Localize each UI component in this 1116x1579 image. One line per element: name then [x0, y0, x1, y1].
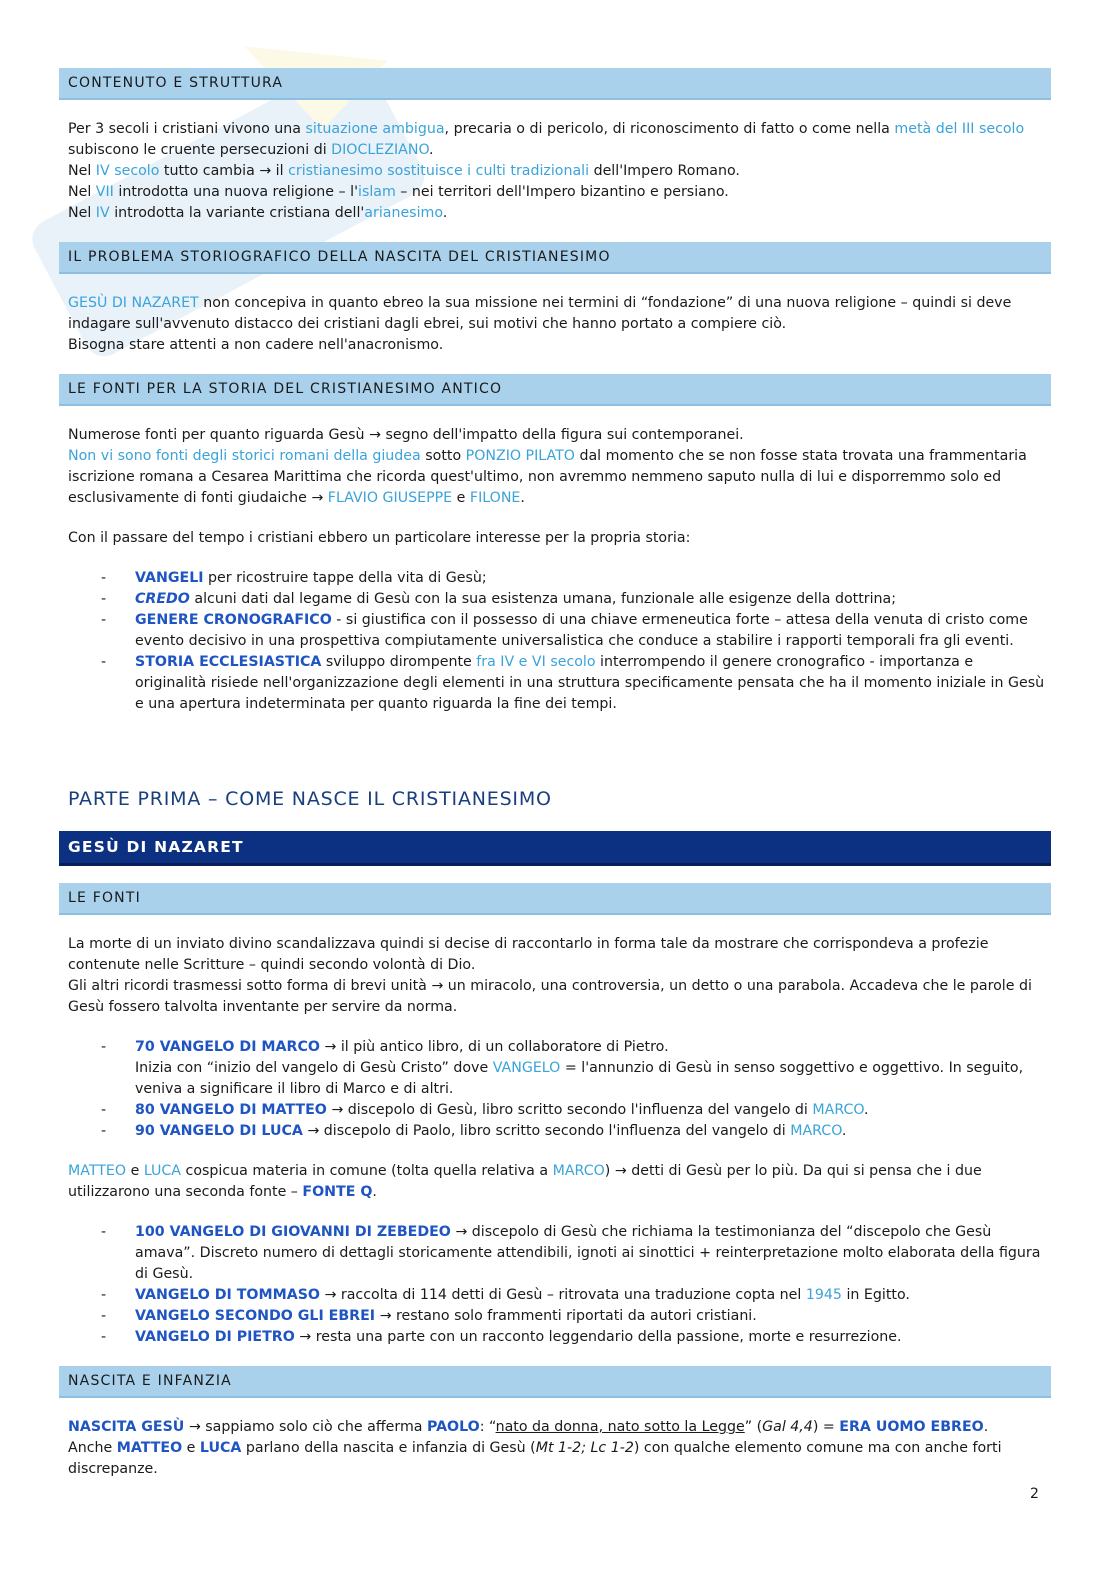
list-item: - 100 VANGELO DI GIOVANNI DI ZEBEDEO → discepolo di Gesù che richiama la testimonianza del “discepolo che Gesù amava”. Discreto numero di dettagli storicamente attendibili, ignoti ai sinottici + reinterpretazione molto elaborata della figura di Gesù.	[101, 1224, 1041, 1282]
list-item: - 80 VANGELO DI MATTEO → discepolo di Gesù, libro scritto secondo l'influenza del vangelo di MARCO.	[101, 1102, 869, 1118]
bullet-list-storia	[59, 568, 1051, 715]
bullet-list-altri-vangeli	[59, 1222, 1051, 1348]
list-item: - STORIA ECCLESIASTICA sviluppo dirompente fra IV e VI secolo interrompendo il genere cronografico - importanza e originalità risiede nell'organizzazione degli elementi in una struttura specificamente pensata che ha il momento iniziale in Gesù e una apertura indeterminata per quanto riguarda la fine dei tempi.	[101, 654, 1045, 712]
page-number: 2	[1030, 1486, 1039, 1502]
section-header-contenuto: CONTENUTO E STRUTTURA	[59, 68, 1051, 100]
paragraph: Con il passare del tempo i cristiani ebbero un particolare interesse per la propria storia:	[68, 530, 691, 546]
part-title: PARTE PRIMA – COME NASCE IL CRISTIANESIMO	[68, 788, 552, 810]
list-item: - 90 VANGELO DI LUCA → discepolo di Paolo, libro scritto secondo l'influenza del vangelo di MARCO.	[101, 1123, 847, 1139]
list-item: - VANGELO SECONDO GLI EBREI → restano solo frammenti riportati da autori cristiani.	[101, 1308, 757, 1324]
paragraph: Nel IV introdotta la variante cristiana dell'arianesimo.	[68, 205, 448, 221]
bullet-list-vangeli	[59, 1037, 1051, 1142]
list-item: - GENERE CRONOGRAFICO - si giustifica con il possesso di una chiave ermeneutica forte – attesa della venuta di cristo come evento decisivo in una prospettiva compiutamente universalistica che conduce a stabilire i rapporti temporali fra gli eventi.	[101, 612, 1028, 649]
section-header-problema: IL PROBLEMA STORIOGRAFICO DELLA NASCITA DEL CRISTIANESIMO	[59, 242, 1051, 274]
paragraph: Non vi sono fonti degli storici romani della giudea sotto PONZIO PILATO dal momento che se non fosse stata trovata una frammentaria iscrizione romana a Cesarea Marittima che ricorda quest'ultimo, non avremmo nemmeno saputo nulla di lui e disporremmo solo ed esclusivamente di fonti giudaiche → FLAVIO GIUSEPPE e FILONE.	[68, 448, 1027, 506]
paragraph: Nel IV secolo tutto cambia → il cristianesimo sostituisce i culti tradizionali dell'Impero Romano.	[68, 163, 740, 179]
list-item: - VANGELI per ricostruire tappe della vita di Gesù;	[101, 570, 487, 586]
document-content	[59, 68, 1051, 1480]
list-item: - CREDO alcuni dati dal legame di Gesù con la sua esistenza umana, funzionale alle esigenze della dottrina;	[101, 591, 897, 607]
section-body-fonte-q	[59, 1161, 1051, 1203]
section-body-problema	[59, 293, 1051, 356]
paragraph: MATTEO e LUCA cospicua materia in comune (tolta quella relativa a MARCO) → detti di Gesù per lo più. Da qui si pensa che i due utilizzarono una seconda fonte – FONTE Q.	[68, 1163, 982, 1200]
paragraph: Per 3 secoli i cristiani vivono una situazione ambigua, precaria o di pericolo, di riconoscimento di fatto o come nella metà del III secolo subiscono le cruente persecuzioni di DIOCLEZIANO.	[68, 121, 1025, 158]
section-header-gesu: GESÙ DI NAZARET	[59, 831, 1051, 866]
paragraph: Numerose fonti per quanto riguarda Gesù → segno dell'impatto della figura sui contemporanei.	[68, 427, 744, 443]
section-body-nascita	[59, 1417, 1051, 1480]
paragraph: La morte di un inviato divino scandalizzava quindi si decise di raccontarlo in forma tale da mostrare che corrispondeva a profezie contenute nelle Scritture – quindi secondo volontà di Dio.	[68, 936, 989, 973]
list-item: - VANGELO DI TOMMASO → raccolta di 114 detti di Gesù – ritrovata una traduzione copta nel 1945 in Egitto.	[101, 1287, 910, 1303]
section-body-fonti-storia	[59, 425, 1051, 549]
section-header-le-fonti: LE FONTI	[59, 883, 1051, 915]
section-header-nascita: NASCITA E INFANZIA	[59, 1366, 1051, 1398]
section-body-le-fonti	[59, 934, 1051, 1018]
paragraph: Bisogna stare attenti a non cadere nell'anacronismo.	[68, 337, 444, 353]
paragraph: Anche MATTEO e LUCA parlano della nascita e infanzia di Gesù (Mt 1-2; Lc 1-2) con qualche elemento comune ma con anche forti discrepanze.	[68, 1440, 1002, 1477]
paragraph: Nel VII introdotta una nuova religione – l'islam – nei territori dell'Impero bizantino e persiano.	[68, 184, 729, 200]
paragraph: NASCITA GESÙ → sappiamo solo ciò che afferma PAOLO: “nato da donna, nato sotto la Legge” (Gal 4,4) = ERA UOMO EBREO.	[68, 1419, 989, 1435]
section-body-contenuto	[59, 119, 1051, 224]
paragraph: GESÙ DI NAZARET non concepiva in quanto ebreo la sua missione nei termini di “fondazione” di una nuova religione – quindi si deve indagare sull'avvenuto distacco dei cristiani dagli ebrei, sui motivi che hanno portato a compiere ciò.	[68, 295, 1012, 332]
list-item: - VANGELO DI PIETRO → resta una parte con un racconto leggendario della passione, morte e resurrezione.	[101, 1329, 902, 1345]
paragraph: Gli altri ricordi trasmessi sotto forma di brevi unità → un miracolo, una controversia, un detto o una parabola. Accadeva che le parole di Gesù fossero talvolta inventante per servire da norma.	[68, 978, 1032, 1015]
list-item: - 70 VANGELO DI MARCO → il più antico libro, di un collaboratore di Pietro. Inizia con “inizio del vangelo di Gesù Cristo” dove VANGELO = l'annunzio di Gesù in senso soggettivo e oggettivo. In seguito, veniva a significare il libro di Marco e di altri.	[101, 1039, 1024, 1097]
section-header-fonti-storia: LE FONTI PER LA STORIA DEL CRISTIANESIMO ANTICO	[59, 374, 1051, 406]
